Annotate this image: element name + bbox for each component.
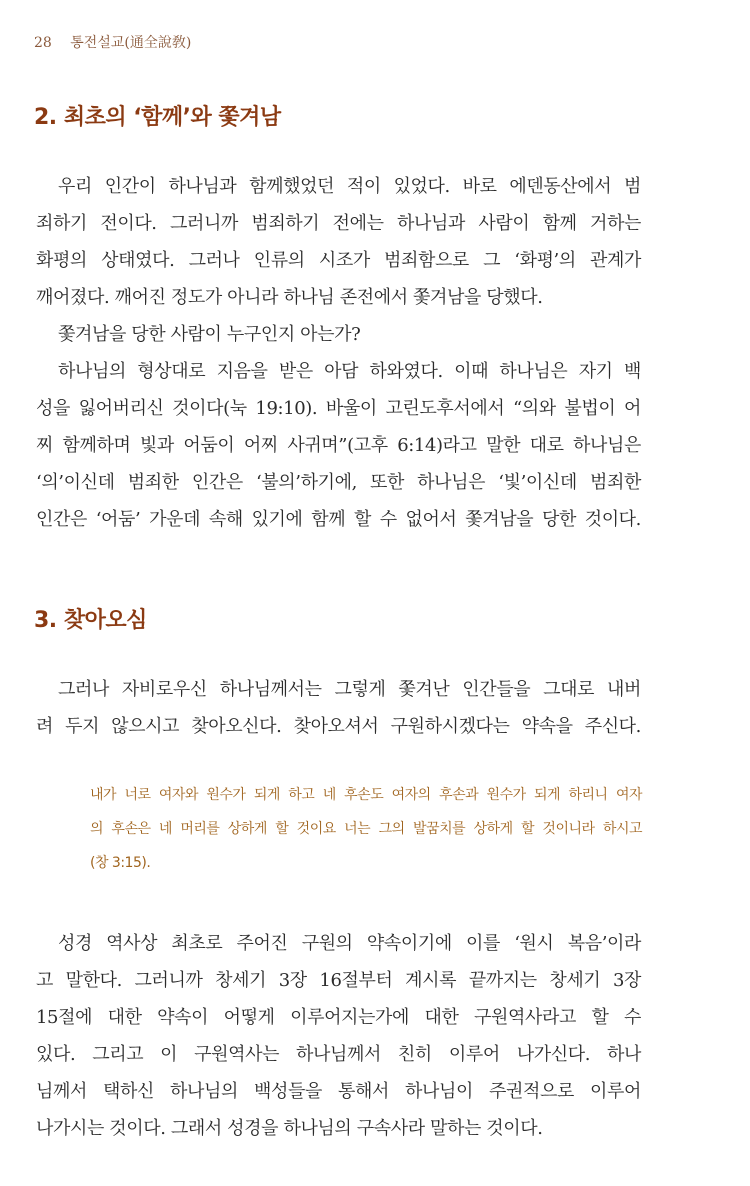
body-line: ‘의’이신데 범죄한 인간은 ‘불의’하기에, 또한 하나님은 ‘빛’이신데 범죄한 (36, 472, 641, 493)
book-title: 통전설교(通全說敎) (70, 35, 192, 51)
body-line: 그러나 자비로우신 하나님께서는 그렇게 쫓겨난 인간들을 그대로 내버 (58, 679, 641, 700)
body-line: 쫓겨남을 당한 사람이 누구인지 아는가? (58, 324, 361, 345)
section-3-heading: 3. 찾아오심 (34, 608, 147, 633)
body-line: 님께서 택하신 하나님의 백성들을 통해서 하나님이 주권적으로 이루어 (36, 1081, 641, 1102)
body-line: 찌 함께하며 빛과 어둠이 어찌 사귀며”(고후 6:14)라고 말한 대로 하나님은 (36, 435, 641, 456)
body-line: 성을 잃어버리신 것이다(눅 19:10). 바울이 고린도후서에서 “의와 불법이 어 (36, 398, 641, 419)
body-line: 우리 인간이 하나님과 함께했었던 적이 있었다. 바로 에덴동산에서 범 (58, 176, 641, 197)
body-line: 15절에 대한 약속이 어떻게 이루어지는가에 대한 구원역사라고 할 수 (36, 1007, 641, 1028)
section-3-body (36, 925, 641, 1147)
body-line: 인간은 ‘어둠’ 가운데 속해 있기에 함께 할 수 없어서 쫓겨남을 당한 것이다. (36, 509, 641, 530)
section-2-body (36, 168, 641, 538)
section-3-intro (36, 671, 641, 745)
quote-line: 내가 너로 여자와 원수가 되게 하고 네 후손도 여자의 후손과 원수가 되게 하리니 여자 (90, 787, 642, 803)
body-line: 려 두지 않으시고 찾아오신다. 찾아오셔서 구원하시겠다는 약속을 주신다. (36, 716, 641, 737)
body-line: 성경 역사상 최초로 주어진 구원의 약속이기에 이를 ‘원시 복음’이라 (58, 933, 641, 954)
body-line: 고 말한다. 그러니까 창세기 3장 16절부터 계시록 끝까지는 창세기 3장 (36, 970, 641, 991)
scripture-quote (90, 778, 642, 880)
body-line: 화평의 상태였다. 그러나 인류의 시조가 범죄함으로 그 ‘화평’의 관계가 (36, 250, 641, 271)
quote-citation: (창 3:15). (90, 855, 151, 871)
body-line: 깨어졌다. 깨어진 정도가 아니라 하나님 존전에서 쫓겨남을 당했다. (36, 287, 543, 308)
quote-line: 의 후손은 네 머리를 상하게 할 것이요 너는 그의 발꿈치를 상하게 할 것이니라 하시고 (90, 821, 642, 837)
body-line: 죄하기 전이다. 그러니까 범죄하기 전에는 하나님과 사람이 함께 거하는 (36, 213, 641, 234)
page-number: 28 (34, 35, 52, 51)
body-line: 하나님의 형상대로 지음을 받은 아담 하와였다. 이때 하나님은 자기 백 (58, 361, 641, 382)
section-2-heading: 2. 최초의 ‘함께’와 쫓겨남 (34, 105, 281, 130)
running-header (34, 32, 191, 52)
body-line: 있다. 그리고 이 구원역사는 하나님께서 친히 이루어 나가신다. 하나 (36, 1044, 641, 1065)
body-line: 나가시는 것이다. 그래서 성경을 하나님의 구속사라 말하는 것이다. (36, 1118, 543, 1139)
